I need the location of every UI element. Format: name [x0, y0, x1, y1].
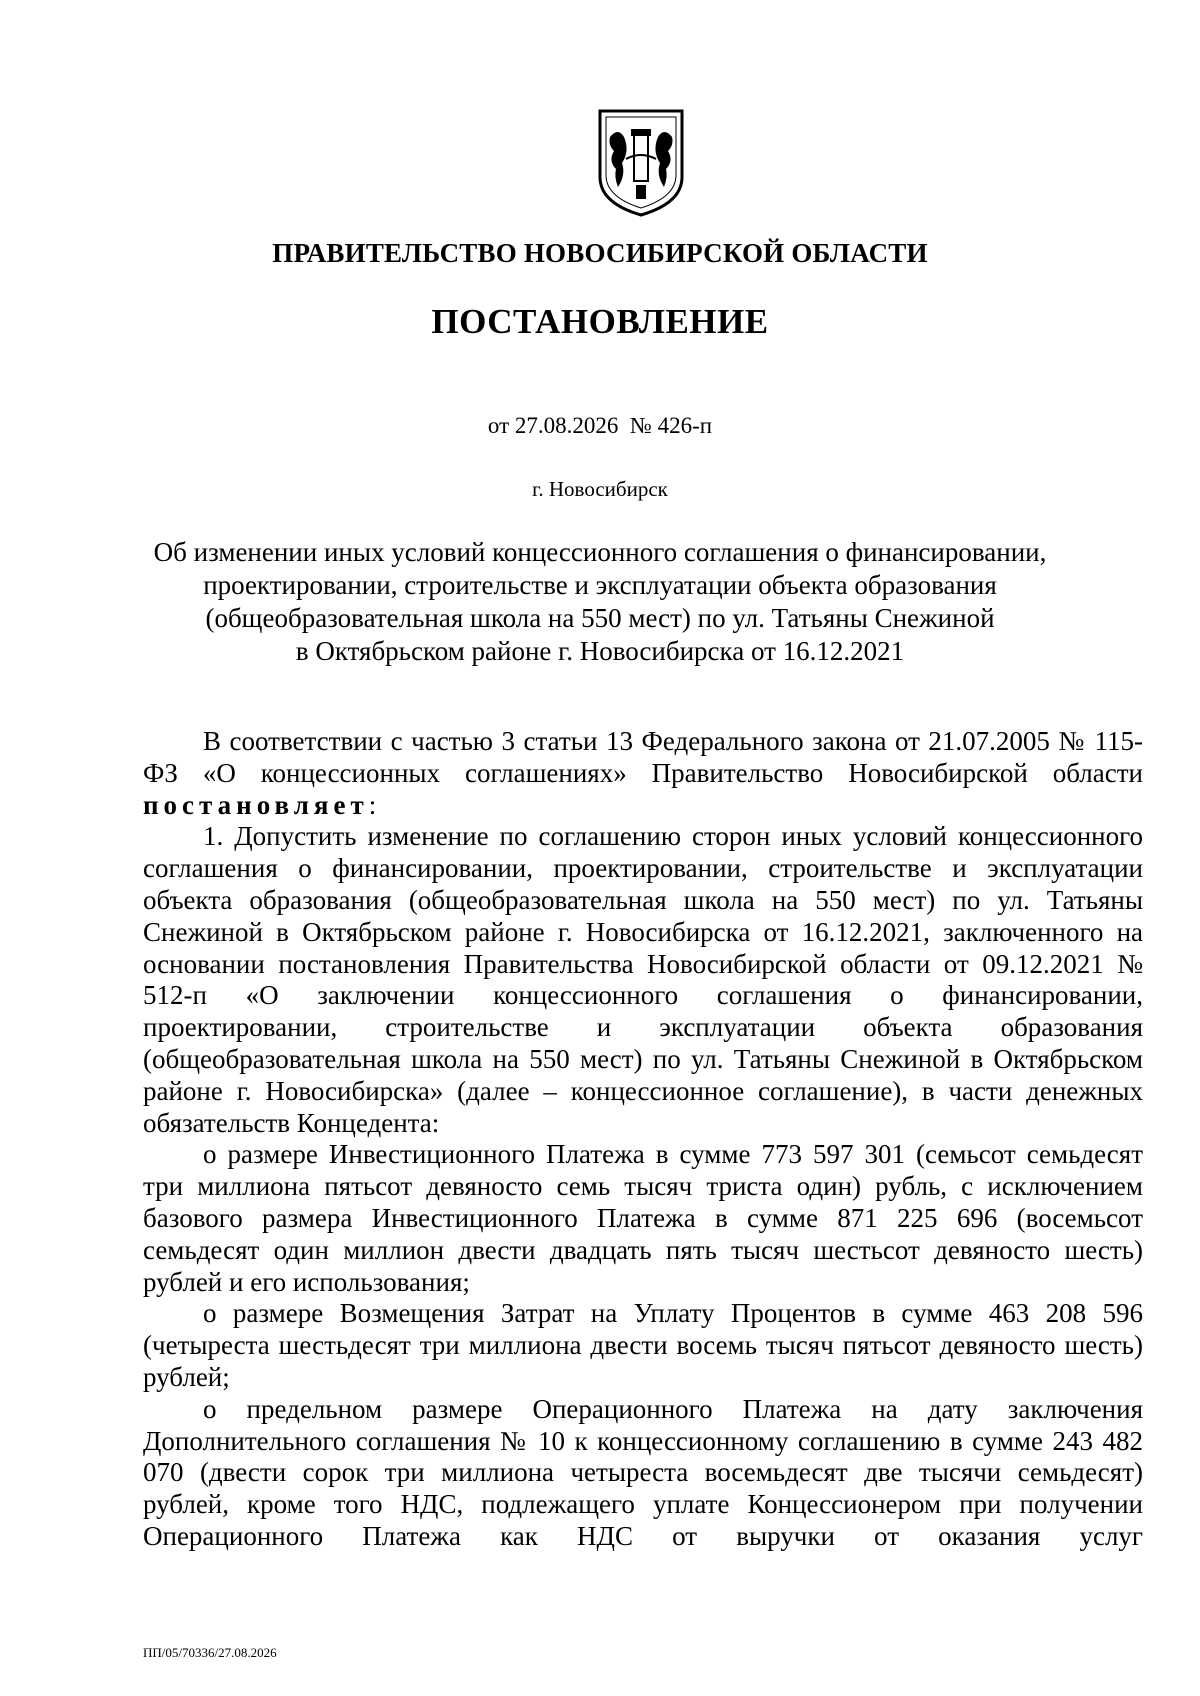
government-name: ПРАВИТЕЛЬСТВО НОВОСИБИРСКОЙ ОБЛАСТИ — [272, 238, 928, 268]
city: г. Новосибирск — [532, 477, 668, 501]
title-line: Об изменении иных условий концессионного соглашения о финансировании, — [153, 537, 1047, 567]
footer-code: ПП/05/70336/27.08.2026 — [143, 1645, 277, 1660]
title-line: (общеобразовательная школа на 550 мест) по ул. Татьяны Снежиной — [205, 603, 995, 633]
resolves-word: постановляет — [143, 789, 369, 820]
date-number: от 27.08.2026 № 426-п — [487, 413, 713, 438]
document-type: ПОСТАНОВЛЕНИЕ — [431, 302, 769, 341]
intro-colon: : — [368, 789, 377, 820]
intro-text: В соответствии с частью 3 статьи 13 Федерального закона от 21.07.2005 № 115-ФЗ «О концессионных соглашениях» Правительство Новосибирской области — [143, 726, 1143, 788]
title-line: в Октябрьском районе г. Новосибирска от 16.12.2021 — [295, 636, 905, 666]
operational-payment-paragraph: о предельном размере Операционного Платежа на дату заключения Дополнительного соглашения № 10 к концессионному соглашению в сумме 243 482 070 (двести сорок три миллиона четыреста восемьдесят две тысячи семьдесят) рублей, кроме того НДС, подлежащего уплате Концессионером при получении Операционного Платежа как НДС от выручки от оказания услуг — [143, 1393, 1143, 1551]
investment-payment-paragraph: о размере Инвестиционного Платежа в сумме 773 597 301 (семьсот семьдесят три миллиона пятьсот девяносто семь тысяч триста один) рубль, с исключением базового размера Инвестиционного Платежа в сумме 871 225 696 (восемьсот семьдесят один миллион двести двадцать пять тысяч шестьсот девяносто шесть) рублей и его использования; — [143, 1139, 1143, 1297]
intro-paragraph — [143, 726, 1143, 821]
document-body — [143, 726, 1143, 1553]
title-line: проектировании, строительстве и эксплуатации объекта образования — [203, 570, 997, 600]
item-1-paragraph: 1. Допустить изменение по соглашению сторон иных условий концессионного соглашения о финансировании, проектировании, строительстве и эксплуатации объекта образования (общеобразовательная школа на 550 мест) по ул. Татьяны Снежиной в Октябрьском районе г. Новосибирска от 16.12.2021, заключенного на основании постановления Правительства Новосибирской области от 09.12.2021 № 512-п «О заключении концессионного соглашения о финансировании, проектировании, строительстве и эксплуатации объекта образования (общеобразовательная школа на 550 мест) по ул. Татьяны Снежиной в Октябрьском районе г. Новосибирска» (далее – концессионное соглашение), в части денежных обязательств Концедента: — [143, 821, 1143, 1138]
document-title — [0, 536, 1200, 668]
coat-of-arms-icon — [596, 107, 686, 218]
interest-reimbursement-paragraph: о размере Возмещения Затрат на Уплату Процентов в сумме 463 208 596 (четыреста шестьдесят три миллиона двести восемь тысяч пятьсот девяносто шесть) рублей; — [143, 1298, 1143, 1392]
